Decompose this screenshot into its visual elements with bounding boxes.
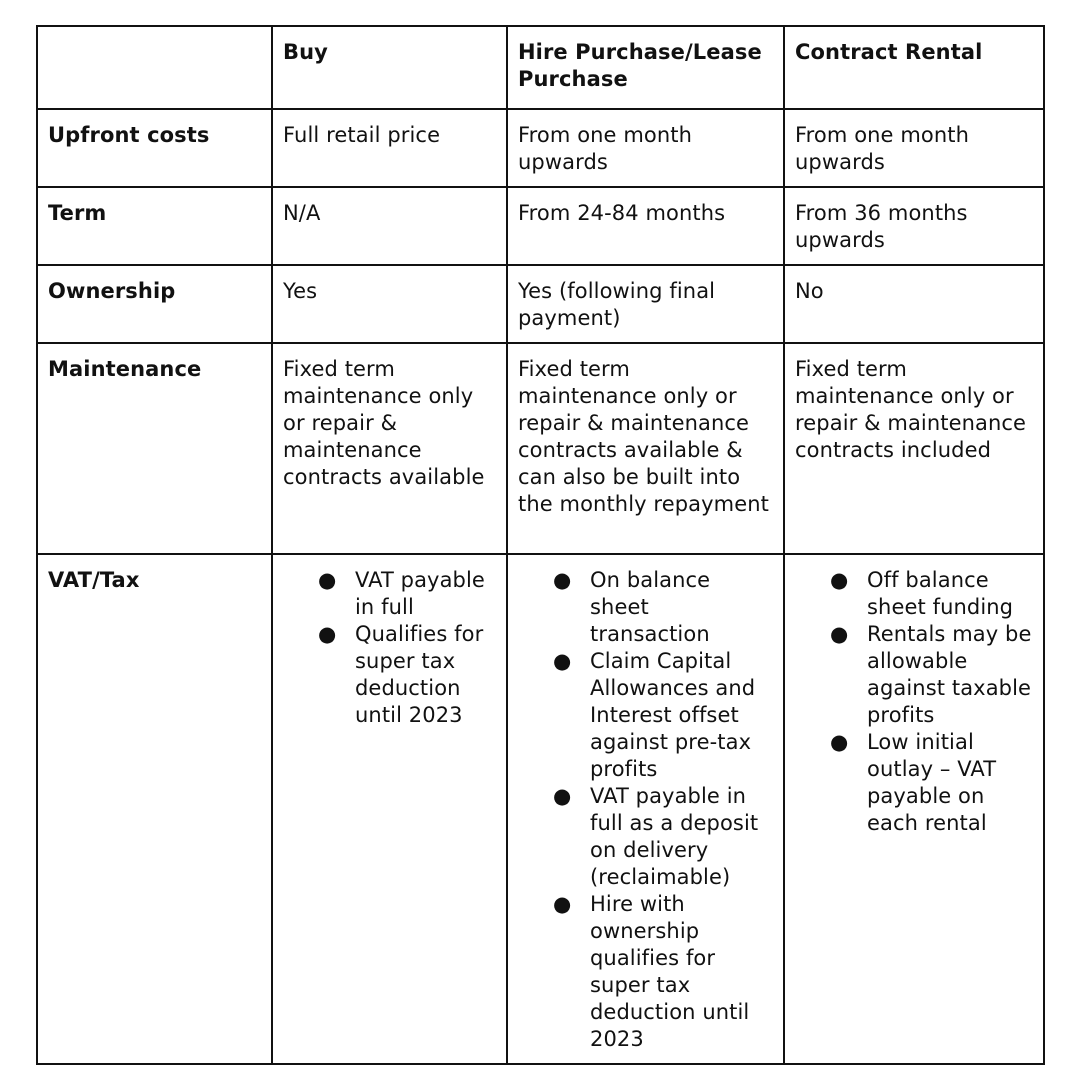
table-row-maintenance [37, 343, 1044, 554]
cell-buy [272, 554, 507, 1064]
header-cell-buy: Buy [272, 26, 507, 109]
table-row-upfront-costs [37, 109, 1044, 187]
cell-hire-purchase: Yes (following final payment) [507, 265, 784, 343]
bullet-icon: ● [318, 622, 337, 646]
cell-buy: Yes [272, 265, 507, 343]
header-row [37, 26, 1044, 109]
list-item-text: VAT payable in full [355, 568, 485, 619]
list-item-text: Qualifies for super tax deduction until 2023 [355, 622, 484, 727]
bullet-icon: ● [553, 892, 572, 916]
row-label: Upfront costs [37, 109, 272, 187]
bullet-list-buy [283, 567, 496, 729]
header-cell-empty [37, 26, 272, 109]
bullet-icon: ● [553, 784, 572, 808]
list-item [553, 567, 773, 648]
header-cell-hire-purchase: Hire Purchase/Lease Purchase [507, 26, 784, 109]
list-item-text: Low initial outlay – VAT payable on each rental [867, 730, 997, 835]
bullet-icon: ● [830, 730, 849, 754]
table-row-term [37, 187, 1044, 265]
list-item [318, 567, 496, 621]
list-item [318, 621, 496, 729]
list-item-text: On balance sheet transaction [590, 568, 711, 646]
list-item-text: Off balance sheet funding [867, 568, 1014, 619]
cell-buy: Full retail price [272, 109, 507, 187]
row-label: Maintenance [37, 343, 272, 554]
list-item [830, 621, 1033, 729]
bullet-list-contract-rental [795, 567, 1033, 837]
list-item-text: VAT payable in full as a deposit on delivery (reclaimable) [590, 784, 759, 889]
bullet-list-hire-purchase [518, 567, 773, 1053]
cell-hire-purchase: Fixed term maintenance only or repair & maintenance contracts available & can also be built into the monthly repayment [507, 343, 784, 554]
cell-hire-purchase [507, 554, 784, 1064]
table-row-ownership [37, 265, 1044, 343]
row-label: Ownership [37, 265, 272, 343]
list-item [553, 891, 773, 1053]
cell-buy: Fixed term maintenance only or repair & maintenance contracts available [272, 343, 507, 554]
bullet-icon: ● [553, 649, 572, 673]
cell-contract-rental: From 36 months upwards [784, 187, 1044, 265]
cell-buy: N/A [272, 187, 507, 265]
cell-contract-rental: Fixed term maintenance only or repair & maintenance contracts included [784, 343, 1044, 554]
list-item-text: Rentals may be allowable against taxable profits [867, 622, 1032, 727]
list-item [830, 567, 1033, 621]
list-item [553, 783, 773, 891]
cell-contract-rental: No [784, 265, 1044, 343]
cell-hire-purchase: From one month upwards [507, 109, 784, 187]
bullet-icon: ● [318, 568, 337, 592]
list-item [830, 729, 1033, 837]
table-row-vat-tax [37, 554, 1044, 1064]
list-item [553, 648, 773, 783]
list-item-text: Hire with ownership qualifies for super tax deduction until 2023 [590, 892, 750, 1051]
cell-contract-rental [784, 554, 1044, 1064]
bullet-icon: ● [830, 622, 849, 646]
list-item-text: Claim Capital Allowances and Interest offset against pre-tax profits [590, 649, 756, 781]
header-cell-contract-rental: Contract Rental [784, 26, 1044, 109]
bullet-icon: ● [830, 568, 849, 592]
bullet-icon: ● [553, 568, 572, 592]
cell-contract-rental: From one month upwards [784, 109, 1044, 187]
row-label: Term [37, 187, 272, 265]
cell-hire-purchase: From 24-84 months [507, 187, 784, 265]
row-label: VAT/Tax [37, 554, 272, 1064]
comparison-table [36, 25, 1045, 1065]
